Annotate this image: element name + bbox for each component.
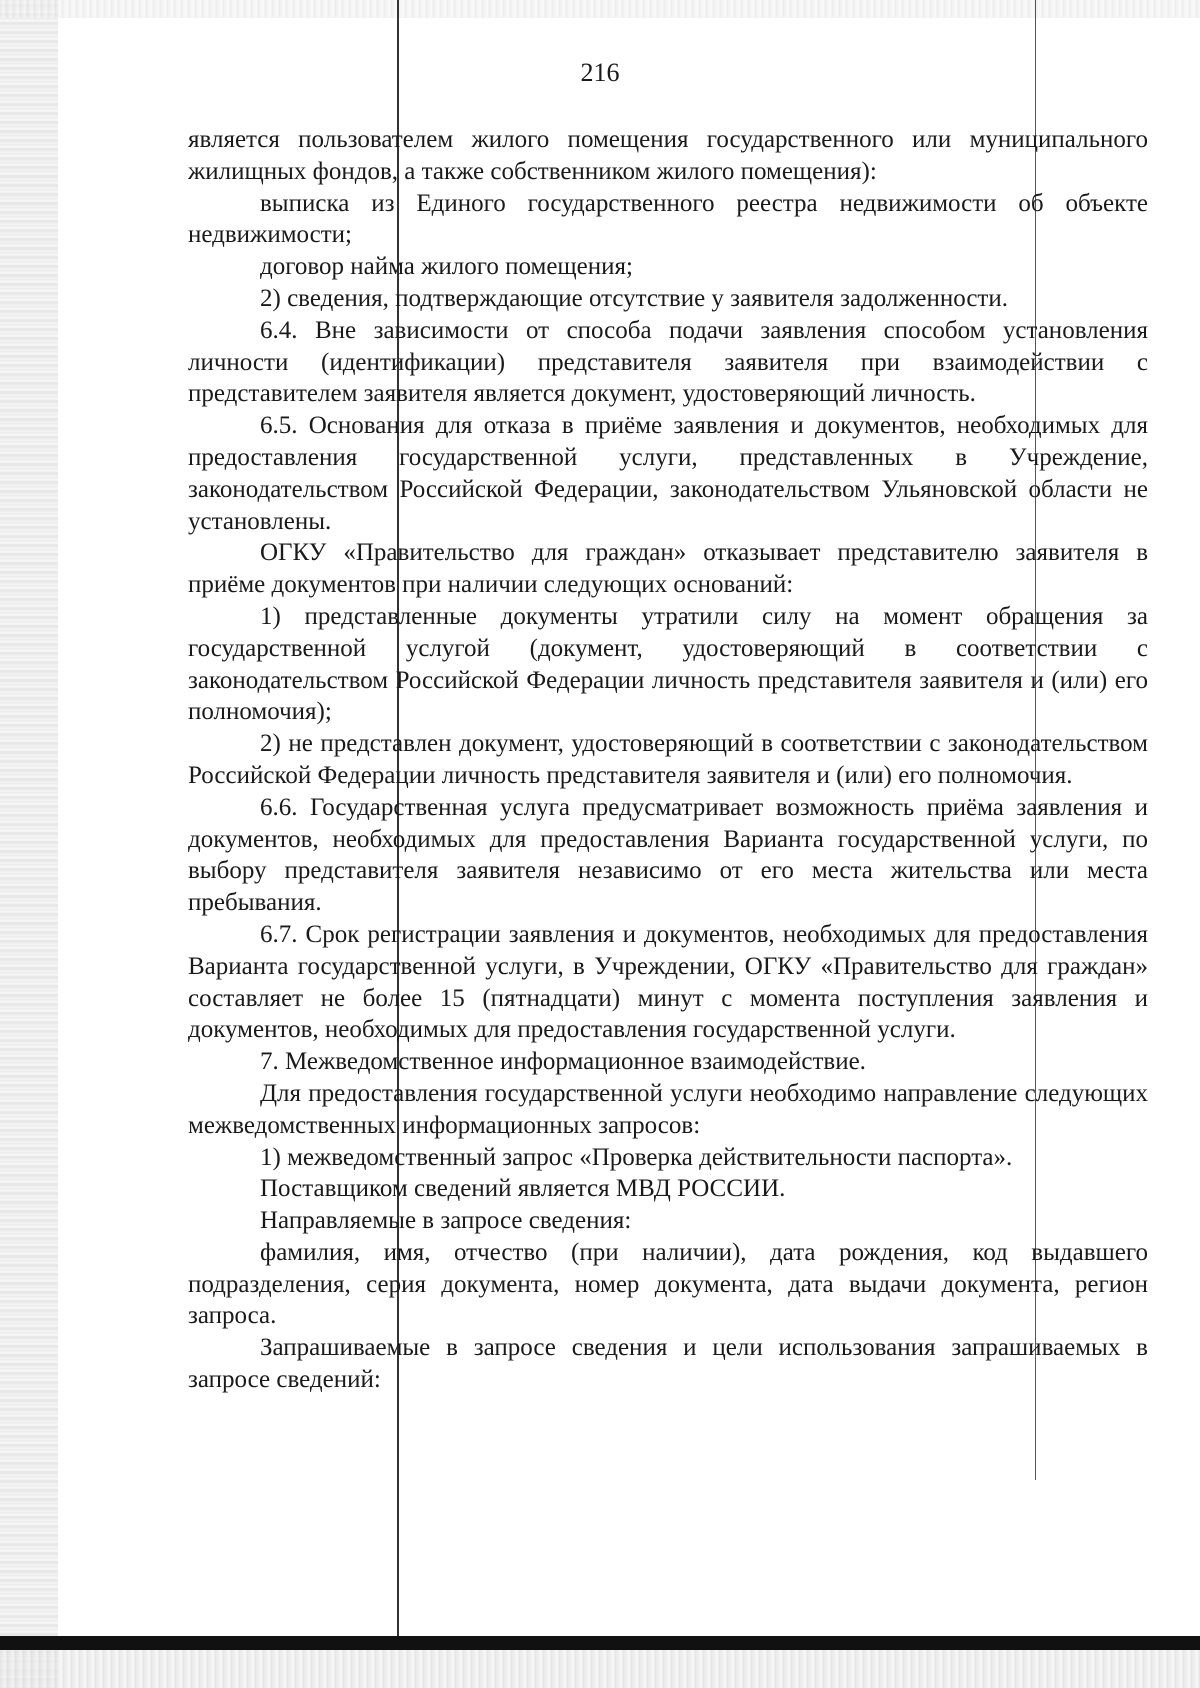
scan-bottom-bar xyxy=(0,1636,1200,1650)
paragraph: Направляемые в запросе сведения: xyxy=(260,1207,632,1235)
paragraph: Запрашиваемые в запросе сведения и цели использования запрашиваемых в запросе сведений: xyxy=(188,1334,1148,1394)
paragraph: 1) межведомственный запрос «Проверка действительности паспорта». xyxy=(260,1143,1013,1171)
paragraph: 6.7. Срок регистрации заявления и документов, необходимых для предоставления Варианта государственной услуги, в Учреждении, ОГКУ «Правительство для граждан» составляет не более 15 (пятнадцати) минут с момента поступления заявления и документов, необходимых для предоставления государственной услуги. xyxy=(188,920,1148,1044)
document-body xyxy=(188,124,1148,1396)
paragraph: 2) не представлен документ, удостоверяющий в соответствии с законодательством Российской Федерации личность представителя заявителя и (или) его полномочия. xyxy=(188,730,1148,789)
paragraph: 2) сведения, подтверждающие отсутствие у заявителя задолженности. xyxy=(260,284,1008,312)
paragraph: 6.6. Государственная услуга предусматривает возможность приёма заявления и документов, необходимых для предоставления Варианта государственной услуги, по выбору представителя заявителя независимо от его места жительства или места пребывания. xyxy=(188,793,1148,917)
paragraph: 6.4. Вне зависимости от способа подачи заявления способом установления личности (идентификации) представителя заявителя при взаимодействии с представителем заявителя является документ, удостоверяющий личность. xyxy=(188,316,1148,408)
scan-edge-left xyxy=(0,0,58,1688)
paragraph: договор найма жилого помещения; xyxy=(260,253,633,281)
scan-edge-top xyxy=(0,0,1200,18)
page-number: 216 xyxy=(580,58,620,87)
paragraph: Поставщиком сведений является МВД РОССИИ. xyxy=(260,1175,786,1203)
scan-edge-bottom xyxy=(0,1650,1200,1688)
paragraph: 6.5. Основания для отказа в приёме заявления и документов, необходимых для предоставления государственной услуги, представленных в Учреждение, законодательством Российской Федерации, законодательством Ульяновской области не установлены. xyxy=(188,412,1148,535)
paragraph: выписка из Единого государственного реестра недвижимости об объекте недвижимости; xyxy=(188,189,1148,249)
paragraph: Для предоставления государственной услуги необходимо направление следующих межведомственных информационных запросов: xyxy=(188,1079,1148,1139)
paragraph: ОГКУ «Правительство для граждан» отказывает представителю заявителя в приёме документов при наличии следующих оснований: xyxy=(188,539,1148,599)
paragraph: является пользователем жилого помещения государственного или муниципального жилищных фондов, а также собственником жилого помещения): xyxy=(188,126,1148,185)
paragraph: фамилия, имя, отчество (при наличии), дата рождения, код выдавшего подразделения, серия документа, номер документа, дата выдачи документа, регион запроса. xyxy=(188,1238,1148,1330)
paragraph: 1) представленные документы утратили силу на момент обращения за государственной услугой (документ, удостоверяющий в соответствии с законодательством Российской Федерации личность представителя заявителя и (или) его полномочия); xyxy=(188,602,1148,726)
paragraph: 7. Межведомственное информационное взаимодействие. xyxy=(260,1048,866,1076)
